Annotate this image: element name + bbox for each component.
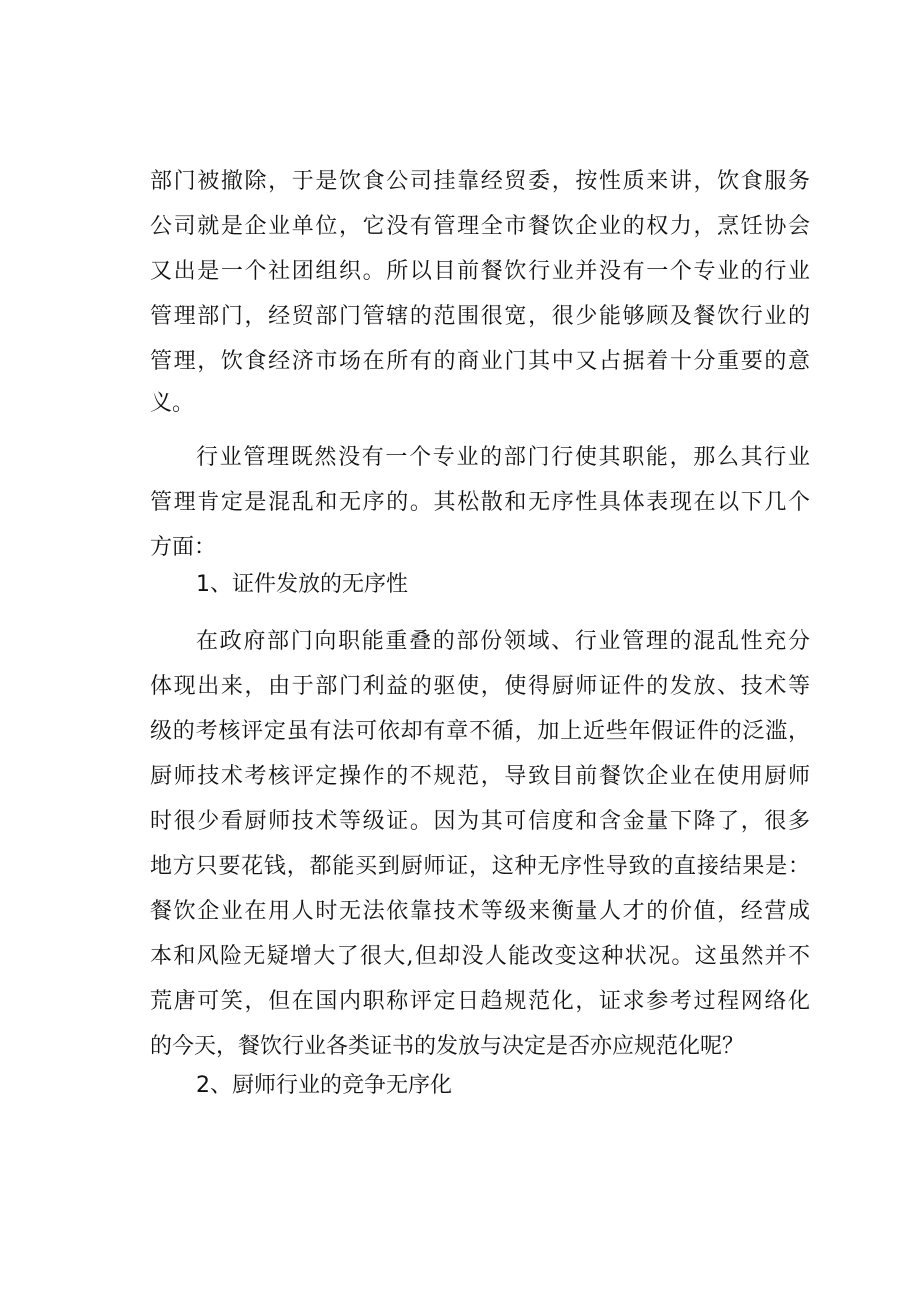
paragraph-3-line-4: 厨师技术考核评定操作的不规范，导致目前餐饮企业在使用厨师 [150, 764, 810, 789]
paragraph-1-line-4: 管理部门，经贸部门管辖的范围很宽，很少能够顾及餐饮行业的 [150, 304, 810, 329]
paragraph-2-line-3: 方面： [150, 535, 217, 560]
paragraph-1-line-1: 部门被撤除，于是饮食公司挂靠经贸委，按性质来讲，饮食服务 [150, 169, 810, 194]
paragraph-3-line-1: 在政府部门向职能重叠的部份领域、行业管理的混乱性充分 [196, 629, 810, 654]
paragraph-3-line-6: 地方只要花钱，都能买到厨师证，这种无序性导致的直接结果是： [150, 854, 810, 879]
paragraph-1-line-2: 公司就是企业单位，它没有管理全市餐饮企业的权力，烹饪协会 [150, 214, 810, 239]
paragraph-1-line-3: 又出是一个社团组织。所以目前餐饮行业并没有一个专业的行业 [150, 259, 810, 284]
paragraph-3-line-2: 体现出来，由于部门利益的驱使，使得厨师证件的发放、技术等 [150, 674, 810, 699]
paragraph-3-line-3: 级的考核评定虽有法可依却有章不循，加上近些年假证件的泛滥， [150, 719, 810, 744]
paragraph-3-line-8: 本和风险无疑增大了很大,但却没人能改变这种状况。这虽然并不 [150, 944, 810, 969]
paragraph-3-line-5: 时很少看厨师技术等级证。因为其可信度和含金量下降了，很多 [150, 809, 810, 834]
paragraph-3-line-9: 荒唐可笑，但在国内职称评定日趋规范化，证求参考过程网络化 [150, 989, 810, 1014]
paragraph-1-line-6: 义。 [150, 391, 195, 416]
section-heading-1: 1、证件发放的无序性 [196, 572, 408, 597]
paragraph-2-line-1: 行业管理既然没有一个专业的部门行使其职能，那么其行业 [196, 445, 810, 470]
section-heading-2: 2、厨师行业的竞争无序化 [196, 1073, 452, 1098]
paragraph-3-line-7: 餐饮企业在用人时无法依靠技术等级来衡量人才的价值，经营成 [150, 899, 810, 924]
paragraph-2-line-2: 管理肯定是混乱和无序的。其松散和无序性具体表现在以下几个 [150, 490, 810, 515]
paragraph-3-line-10: 的今天，餐饮行业各类证书的发放与决定是否亦应规范化呢？ [150, 1034, 745, 1059]
paragraph-1-line-5: 管理，饮食经济市场在所有的商业门其中又占据着十分重要的意 [150, 349, 810, 374]
